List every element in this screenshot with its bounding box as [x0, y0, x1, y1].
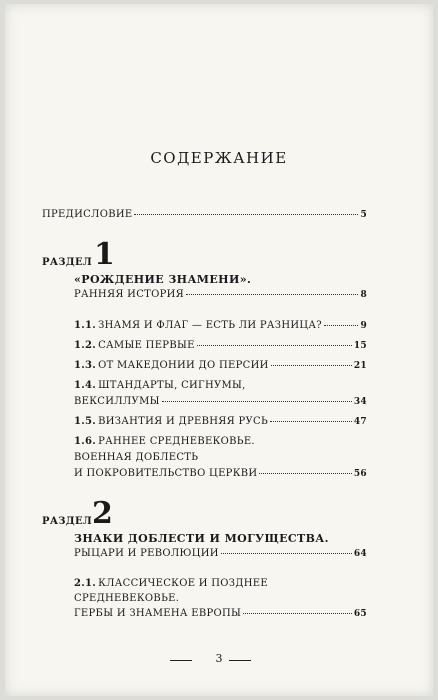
toc-entry-number: 2.1. [74, 578, 97, 589]
dot-leader [243, 613, 352, 614]
page-number: 3 [215, 652, 223, 665]
page-title: СОДЕРЖАНИЕ [150, 149, 288, 167]
toc-entry-label: ВЕКСИЛЛУМЫ [74, 396, 160, 407]
toc-entry-number: 1.3. [74, 360, 97, 371]
toc-entry-page: 21 [353, 361, 367, 371]
toc-entry-label: РАННЯЯ ИСТОРИЯ [74, 289, 185, 300]
section-label: РАЗДЕЛ [42, 257, 93, 268]
toc-entry-1-2 [74, 340, 367, 351]
toc-entry-1-6 [74, 468, 367, 479]
dot-leader [259, 473, 351, 474]
toc-entry-page: 65 [353, 609, 367, 619]
toc-entry-label: СРЕДНЕВЕКОВЬЕ. [74, 593, 180, 604]
toc-entry-label: РАННЕЕ СРЕДНЕВЕКОВЬЕ. [98, 436, 255, 447]
toc-entry-1-4 [74, 396, 367, 407]
toc-entry-1-5 [74, 416, 367, 427]
dot-leader [270, 421, 352, 422]
toc-entry-1-4-line1 [74, 380, 246, 391]
toc-entry-1-3 [74, 360, 367, 371]
toc-entry-label: ВОЕННАЯ ДОБЛЕСТЬ [74, 452, 199, 463]
toc-entry-section2-sub [74, 548, 367, 559]
toc-entry-number: 1.6. [74, 436, 97, 447]
toc-entry-number: 1.1. [74, 320, 97, 331]
toc-entry-number: 1.2. [74, 340, 97, 351]
toc-entry-1-6-line1 [74, 436, 255, 447]
book-page [5, 4, 433, 696]
toc-entry-label: И ПОКРОВИТЕЛЬСТВО ЦЕРКВИ [74, 468, 258, 479]
toc-entry-label: ВИЗАНТИЯ И ДРЕВНЯЯ РУСЬ [98, 416, 269, 427]
toc-entry-label: ОТ МАКЕДОНИИ ДО ПЕРСИИ [98, 360, 269, 371]
section-number: 2 [92, 496, 113, 531]
toc-entry-page: 9 [360, 321, 367, 331]
toc-entry-label: САМЫЕ ПЕРВЫЕ [98, 340, 195, 351]
toc-entry-page: 5 [360, 210, 367, 220]
footer-dash-right [229, 660, 251, 661]
toc-entry-label: ЗНАМЯ И ФЛАГ — ЕСТЬ ЛИ РАЗНИЦА? [98, 320, 322, 331]
toc-entry-label: ШТАНДАРТЫ, СИГНУМЫ, [98, 380, 246, 391]
section-heading: ЗНАКИ ДОБЛЕСТИ И МОГУЩЕСТВА. [74, 532, 329, 545]
dot-leader [162, 401, 352, 402]
toc-entry-number: 1.5. [74, 416, 97, 427]
toc-entry-label: КЛАССИЧЕСКОЕ И ПОЗДНЕЕ [98, 578, 268, 589]
dot-leader [197, 345, 352, 346]
toc-entry-2-1 [74, 608, 367, 619]
toc-entry-1-1 [74, 320, 367, 331]
toc-entry-section1-sub [74, 289, 367, 300]
dot-leader [271, 365, 352, 366]
section-number: 1 [94, 237, 115, 272]
toc-entry-2-1-line1 [74, 578, 268, 589]
dot-leader [221, 553, 352, 554]
toc-entry-preface [42, 209, 367, 220]
toc-entry-page: 8 [360, 290, 367, 300]
section-label: РАЗДЕЛ [42, 516, 93, 527]
section-heading: «РОЖДЕНИЕ ЗНАМЕНИ». [74, 273, 252, 286]
dot-leader [134, 214, 358, 215]
toc-entry-label: РЫЦАРИ И РЕВОЛЮЦИИ [74, 548, 219, 559]
toc-entry-page: 47 [353, 417, 367, 427]
dot-leader [324, 325, 359, 326]
dot-leader [186, 294, 358, 295]
toc-entry-page: 15 [353, 341, 367, 351]
toc-entry-page: 34 [353, 397, 367, 407]
toc-entry-label: ПРЕДИСЛОВИЕ [42, 209, 133, 220]
toc-entry-page: 64 [353, 549, 367, 559]
toc-entry-number: 1.4. [74, 380, 97, 391]
toc-entry-page: 56 [353, 469, 367, 479]
toc-entry-label: ГЕРБЫ И ЗНАМЕНА ЕВРОПЫ [74, 608, 242, 619]
